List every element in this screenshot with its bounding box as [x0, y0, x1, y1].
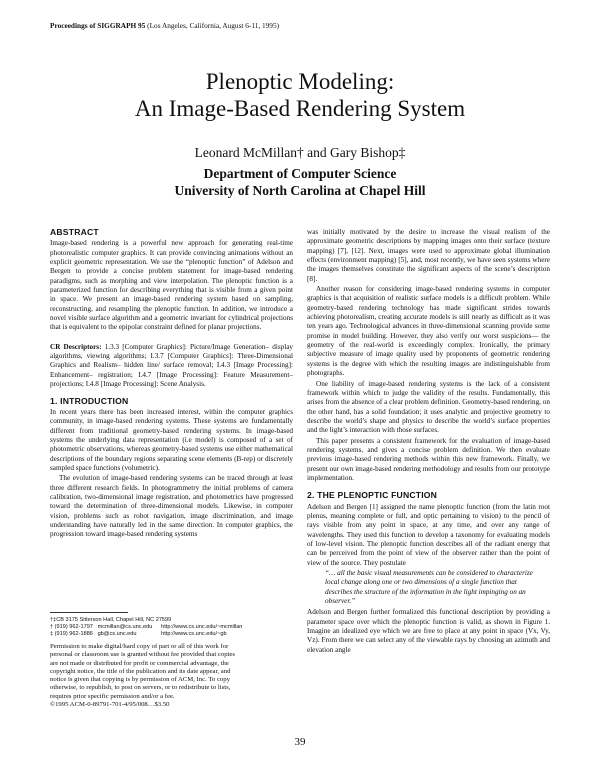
plenoptic-paragraph-2: Adelson and Bergen further formalized this functional description by providing a parameter space over which the plenoptic function is valid, as shown in Figure 1. Imagine an idealized eye which we are free to place at any point in space (Vx, Vy, Vz). From there we can select any of the viewable rays by choosing an azimuth and elevation angle — [307, 608, 550, 654]
author2-contact — [50, 631, 293, 638]
intro-paragraph-3: was initially motivated by the desire to increase the visual realism of the approximate geometric descriptions by mapping images onto their surface (texture mapping) [7], [12]. Next, images were used to approximate global illumination effects (environment mapping) [5], and, most recently, we have seen systems where the images themselves constitute the significant aspects of the scene’s description [8]. — [307, 228, 550, 283]
author-address: †‡CB 3175 Sitterson Hall, Chapel Hill, NC 27599 — [50, 617, 172, 623]
author1-contact — [50, 624, 293, 631]
proceedings-location: (Los Angeles, California, August 6-11, 1995) — [147, 21, 280, 30]
paper-title-line1: Plenoptic Modeling: — [205, 69, 395, 94]
department: Department of Computer Science — [203, 166, 397, 181]
footnote-block — [50, 617, 293, 709]
proceedings-name: Proceedings of SIGGRAPH 95 — [50, 21, 146, 30]
university: University of North Carolina at Chapel Hill — [174, 183, 426, 198]
intro-paragraph-4: Another reason for considering image-based rendering systems in computer graphics is that acquisition of realistic surface models is a difficult problem. While geometry-based rendering technology has made significant strides towards achieving photorealism, creating accurate models is still nearly as difficult as it was ten years ago. Technological advances in three-dimensional scanning provide some promise in model building. However, they also verify our worst suspicions— the geometry of the real-world is exceedingly complex. Ironically, the primary subjective measure of image quality used by proponents of geometric rendering systems is the degree with which the resulting images are indistinguishable from photographs. — [307, 285, 550, 378]
intro-paragraph-6: This paper presents a consistent framework for the evaluation of image-based rendering systems, and gives a concise problem definition. We then evaluate previous image-based rendering methods within this new framework. Finally, we present our own image-based rendering methodology and results from our prototype implementation. — [307, 436, 550, 482]
copyright-line: ©1995 ACM-0-89791-701-4/95/008…$3.50 — [50, 701, 170, 709]
author1-email[interactable]: mcmillan@cs.unc.edu — [97, 624, 153, 630]
introduction-heading: 1. INTRODUCTION — [50, 395, 129, 406]
intro-paragraph-2: The evolution of image-based rendering systems can be traced through at least three different research fields. In photogrammetry the initial problems of camera calibration, two-dimensional image registration, and photometrics have progressed toward the determination of three-dimensional models. Likewise, in computer vision, problems such as robot navigation, image discrimination, and image understanding have naturally led in the same direction. In computer graphics, the progression toward image-based rendering systems — [50, 474, 293, 539]
author1-url[interactable]: http://www.cs.unc.edu/~mcmillan — [161, 624, 243, 630]
cr-descriptors-text: 1.3.3 [Computer Graphics]: Picture/Image Generation– display algorithms, viewing algorithms; I.3.7 [Computer Graphics]: Three-Dimensional Graphics and Realism– hidden line/ surface removal; I.4.3 [Image Processing]: Enhancement– registration; I.4.7 [Image Processing]: Feature Measurement– projections; I.4.8 [Image Processing]: Scene Analysis. — [50, 342, 294, 389]
author2-url[interactable]: http://www.cs.unc.edu/~gb — [161, 631, 227, 637]
plenoptic-paragraph-1: Adelson and Bergen [1] assigned the name plenoptic function (from the latin root plenus, meaning complete or full, and optic pertaining to vision) to the pencil of rays visible from any point in space, at any time, and over any range of wavelengths. They used this function to develop a taxonomy for evaluating models of low-level vision. The plenoptic function describes all of the radiant energy that can be perceived from the point of view of the observer rather than the point of view of the source. They postulate — [307, 502, 550, 567]
author2-phone: ‡ (919) 962-1886 — [50, 631, 93, 637]
cr-descriptors-label: CR Descriptors: — [50, 342, 102, 351]
proceedings-header — [50, 21, 279, 30]
page-number: 39 — [294, 736, 306, 748]
intro-paragraph-5: One liability of image-based rendering systems is the lack of a consistent framework within which to judge the validity of the results. Fundamentally, this arises from the absence of a clear problem definition. Geometry-based rendering, on the other hand, has a solid foundation; it uses analytic and projective geometry to describe the world’s shape and physics to describe the world’s surface properties and the light’s interaction with those surfaces. — [307, 379, 550, 435]
adelson-bergen-quote: “… all the basic visual measurements can be considered to characterize local change along one or two dimensions of a single function that describes the structure of the information in the light impinging on an observer.” — [325, 569, 533, 606]
author2-email[interactable]: gb@cs.unc.edu — [97, 631, 137, 637]
right-column — [307, 228, 550, 656]
intro-paragraph-1: In recent years there has been increased interest, within the computer graphics community, in image-based rendering systems. These systems are fundamentally different from traditional geometry-based rendering systems. In image-based systems the underlying data representation (i.e model) is composed of a set of photometric observations, whereas geometry-based systems use either mathematical descriptions of the boundary regions separating scene elements (B-rep) or discretely sampled space functions (volumetric). — [50, 407, 293, 472]
footnote-rule — [50, 612, 128, 613]
author1-phone: † (919) 962-1797 — [50, 624, 93, 630]
left-column — [50, 228, 293, 541]
abstract-text: Image-based rendering is a powerful new approach for generating real-time photorealistic computer graphics. It can provide convincing animations without an explicit geometric representation. We use the “plenoptic function” of Adelson and Bergen to provide a concise problem statement for image-based rendering paradigms, such as morphing and view interpolation. The plenoptic function is a parameterized function for describing everything that is visible from a given point in space. We present an image-based rendering system based on sampling, reconstructing, and resampling the plenoptic function. In addition, we introduce a novel visible surface algorithm and a geometric invariant for cylindrical projections that is equivalent to the epipolar constraint defined for planar projections. — [50, 239, 293, 332]
paper-title-line2: An Image-Based Rendering System — [134, 96, 466, 121]
plenoptic-heading: 2. THE PLENOPTIC FUNCTION — [307, 490, 438, 501]
cr-descriptors — [50, 343, 293, 390]
abstract-heading: ABSTRACT — [50, 227, 99, 237]
authors: Leonard McMillan† and Gary Bishop‡ — [194, 145, 406, 160]
permission-notice: Permission to make digital/hard copy of part or all of this work for personal or classroom use is granted without fee provided that copies are not made or distributed for profit or commercial advantage, the copyright notice, the title of the publication and its date appear, and notice is given that copying is by permission of ACM, Inc. To copy otherwise, to republish, to post on servers, or to redistribute to lists, requires prior specific permission and/or a fee. — [50, 643, 235, 700]
